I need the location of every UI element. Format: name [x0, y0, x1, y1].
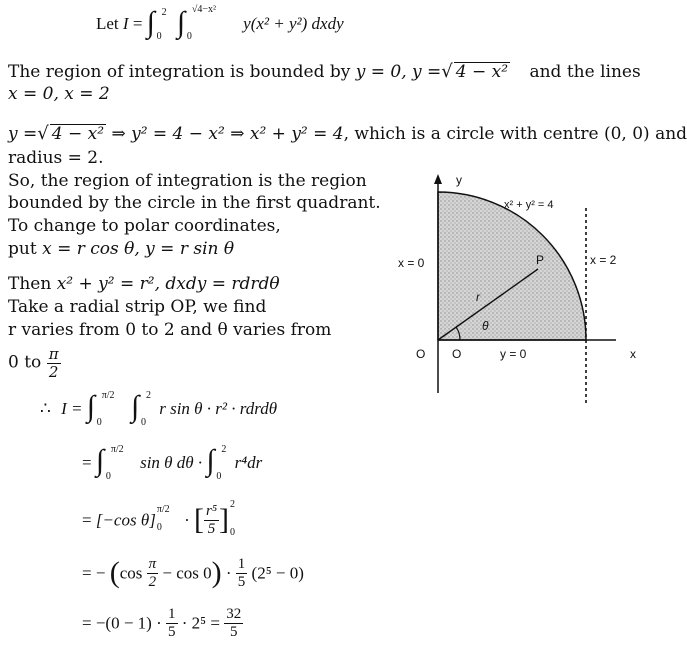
point-p-label: P	[536, 253, 545, 267]
polar-line-2: bounded by the circle in the first quadrant.	[8, 193, 381, 213]
solution-step-1: ∴ I = ∫ π/2 0 ∫ 2 0 r sin θ · r² · rdrdθ	[40, 390, 278, 428]
intro-integrand: y(x² + y²) dxdy	[243, 13, 344, 33]
theta-label: θ	[482, 319, 489, 333]
polar-line-1: So, the region of integration is the region	[8, 171, 367, 191]
y-axis-arrow	[434, 174, 442, 184]
solution-step-5: = −(0 − 1) · $\frac{1}{5}$ · 2⁵ = $\frac{32}{5}$	[82, 606, 242, 640]
polar-line-6: Take a radial strip OP, we find	[8, 297, 267, 317]
circle-equation-label: x² + y² = 4	[504, 199, 554, 211]
polar-line-7: r varies from 0 to 2 and θ varies from	[8, 320, 332, 340]
radius-r-label: r	[476, 290, 480, 304]
polar-line-8: 0 to $\frac{\pi}{2}$	[8, 345, 59, 381]
y-equals-0-label: y = 0	[500, 347, 527, 361]
circle-line-1: y =√ 4 − x² ⇒ y² = 4 − x² ⇒ x² + y² = 4, which is a circle with centre (0, 0) and	[8, 123, 687, 144]
intro-eq: =	[132, 13, 143, 33]
region-line-2: x = 0, x = 2	[8, 84, 110, 104]
origin-left-label: O	[416, 347, 426, 361]
solution-step-2: = ∫ π/2 0 sin θ dθ · ∫ 2 0 r⁴dr	[82, 444, 263, 482]
x-equals-0-label: x = 0	[398, 256, 425, 270]
origin-right-label: O	[452, 347, 462, 361]
outer-integral: ∫ 2 0	[146, 6, 167, 42]
quarter-circle-diagram	[380, 168, 660, 408]
inner-integral: ∫ √4−x² 0	[176, 4, 217, 42]
x-axis-label: x	[630, 347, 636, 361]
intro-equation	[96, 4, 344, 42]
solution-step-4: = − (cos $\frac{\pi}{2}$ − cos 0) · $\frac{1}{5}$ (2⁵ − 0)	[82, 556, 304, 590]
intro-lhs: I	[122, 13, 129, 33]
let-word: Let	[96, 13, 119, 33]
solution-step-3: = [−cos θ] π/2 0 · [ $\frac{\text{r⁵}}{5}$ ] 2 0	[82, 499, 236, 538]
region-line-1: The region of integration is bounded by y = 0, y =√ 4 − x² and the lines	[8, 61, 641, 82]
shaded-region	[438, 192, 586, 340]
polar-line-4: put x = r cos θ, y = r sin θ	[8, 239, 235, 259]
circle-line-2: radius = 2.	[8, 148, 104, 168]
x-equals-2-label: x = 2	[590, 253, 617, 267]
polar-line-3: To change to polar coordinates,	[8, 216, 281, 236]
y-axis-label: y	[456, 173, 462, 187]
polar-line-5: Then x² + y² = r², dxdy = rdrdθ	[8, 274, 280, 294]
